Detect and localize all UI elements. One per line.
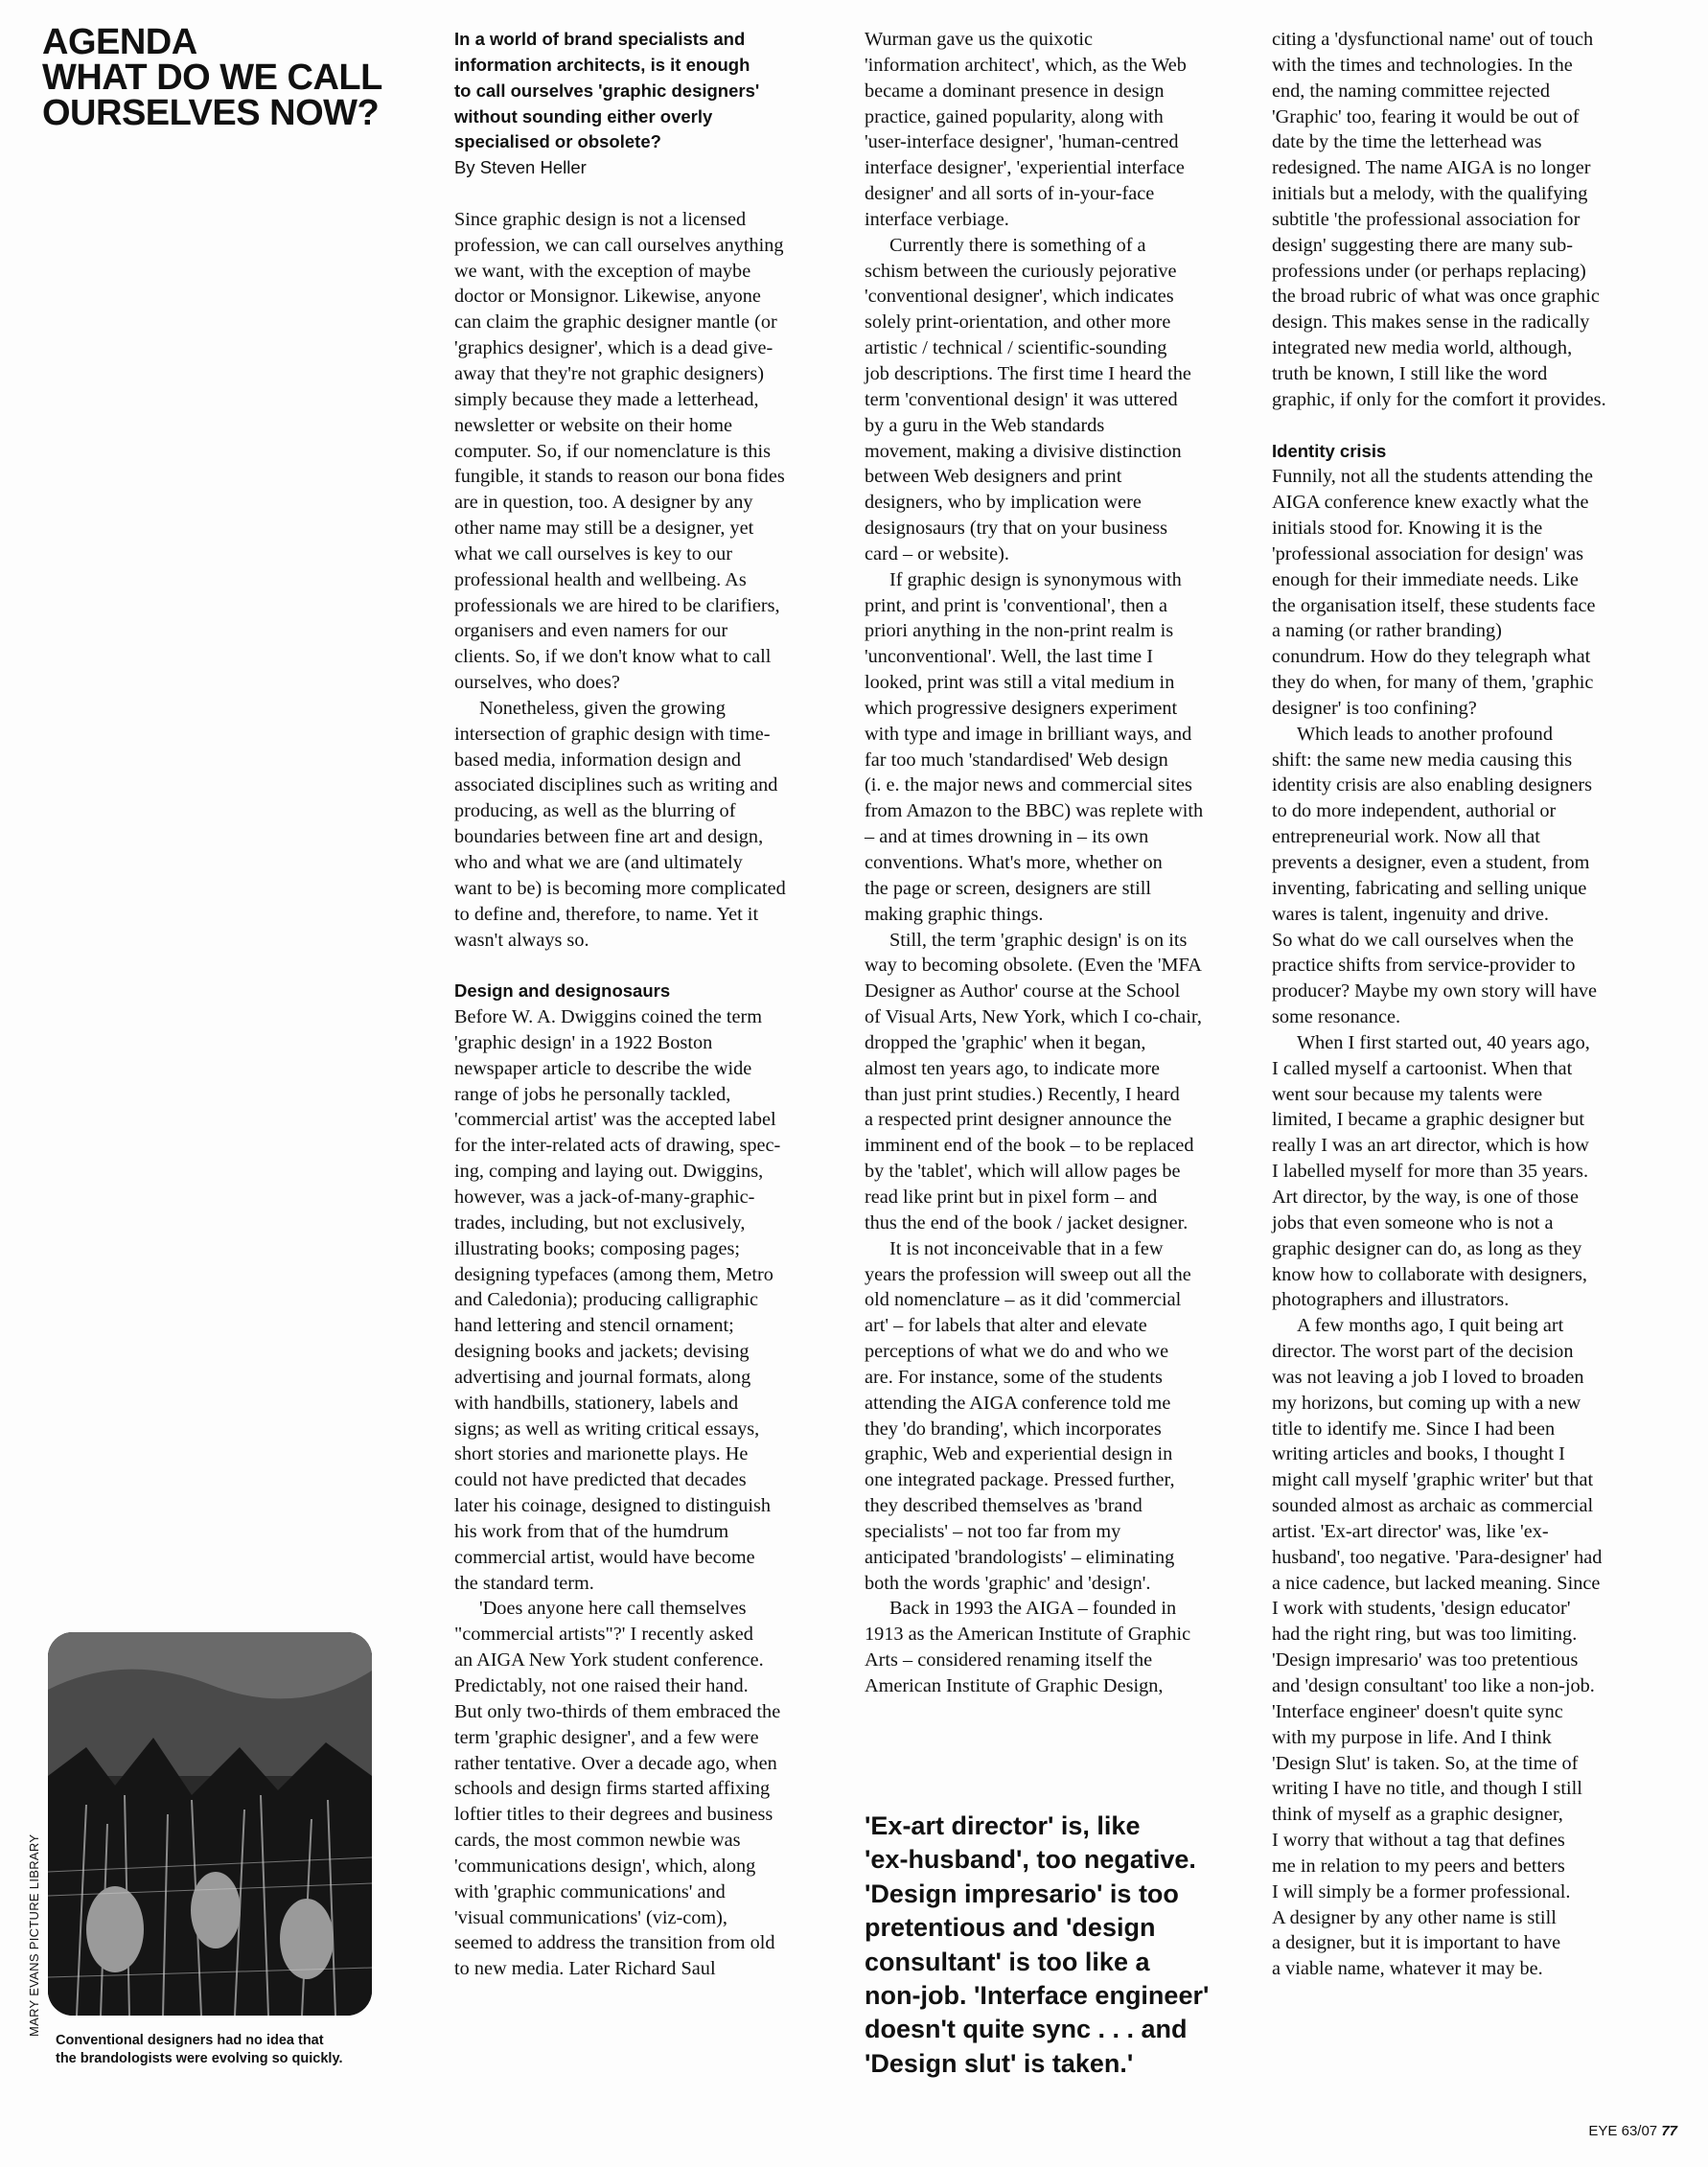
body-text-line: way to becoming obsolete. (Even the 'MFA: [865, 955, 1202, 977]
body-text-line: [454, 181, 847, 207]
body-text-line: redesigned. The name AIGA is no longer: [1272, 157, 1591, 179]
body-text-line: for the inter-related acts of drawing, spec-: [454, 1135, 781, 1157]
body-text-line: read like print but in pixel form – and: [865, 1186, 1158, 1208]
body-text-line: to do more independent, authorial or: [1272, 800, 1557, 822]
body-text-line: advertising and journal formats, along: [454, 1366, 751, 1388]
body-text-line: prevents a designer, even a student, from: [1272, 852, 1590, 873]
body-text-line: what we call ourselves is key to our: [454, 542, 733, 565]
standfirst-line: to call ourselves 'graphic designers': [454, 80, 760, 101]
body-text-line: 'graphic design' in a 1922 Boston: [454, 1031, 713, 1053]
body-text-line: 'Design impresario' was too pretentious: [1272, 1649, 1579, 1671]
body-text-line: Which leads to another profound: [1297, 723, 1553, 745]
body-text-line: Since graphic design is not a licensed: [454, 208, 747, 230]
body-text-line: might call myself 'graphic writer' but that: [1272, 1469, 1594, 1491]
body-text-line: they 'do branding', which incorporates: [865, 1418, 1162, 1440]
body-text-line: imminent end of the book – to be replaced: [865, 1135, 1194, 1157]
body-text-line: Funnily, not all the students attending the: [1272, 466, 1593, 488]
body-text-line: signs; as well as writing critical essays,: [454, 1418, 760, 1440]
body-text-line: I called myself a cartoonist. When that: [1272, 1057, 1573, 1079]
body-text-line: graphic, if only for the comfort it provides.: [1272, 388, 1606, 410]
body-text-line: between Web designers and print: [865, 466, 1122, 488]
body-text-line: however, was a jack-of-many-graphic-: [454, 1186, 755, 1208]
body-text-line: design. This makes sense in the radically: [1272, 311, 1590, 334]
body-text-line: they do when, for many of them, 'graphic: [1272, 672, 1594, 694]
body-text-line: simply because they made a letterhead,: [454, 388, 759, 410]
pull-quote-line: 'Design slut' is taken.': [865, 2048, 1134, 2078]
body-text-line: So what do we call ourselves when the: [1272, 929, 1574, 951]
body-text-line: writing I have no title, and though I still: [1272, 1778, 1582, 1800]
body-text-line: term 'conventional design' it was uttered: [865, 388, 1178, 410]
text-column-1: [454, 27, 847, 1982]
body-text-line: thus the end of the book / jacket designer.: [865, 1211, 1189, 1233]
body-text-line: seemed to address the transition from old: [454, 1932, 775, 1954]
body-text-line: became a dominant presence in design: [865, 80, 1165, 102]
body-text-line: inventing, fabricating and selling unique: [1272, 877, 1587, 899]
body-text-line: anticipated 'brandologists' – eliminating: [865, 1546, 1175, 1568]
body-text-line: artistic / technical / scientific-sounding: [865, 337, 1167, 359]
illustration-photo: [48, 1632, 372, 2016]
body-text-line: my horizons, but coming up with a new: [1272, 1392, 1581, 1414]
photo-credit: MARY EVANS PICTURE LIBRARY: [27, 1833, 41, 2037]
body-text-line: conundrum. How do they telegraph what: [1272, 646, 1591, 668]
body-text-line: with the times and technologies. In the: [1272, 54, 1573, 76]
body-text-line: they described themselves as 'brand: [865, 1495, 1143, 1517]
body-text-line: based media, information design and: [454, 749, 742, 771]
body-text-line: – and at times drowning in – its own: [865, 826, 1149, 848]
standfirst-line: specialised or obsolete?: [454, 131, 661, 152]
body-text-line: Arts – considered renaming itself the: [865, 1649, 1153, 1671]
body-text-line: Still, the term 'graphic design' is on its: [889, 929, 1188, 951]
body-text-line: both the words 'graphic' and 'design'.: [865, 1572, 1151, 1594]
body-text-line: went sour because my talents were: [1272, 1083, 1543, 1105]
body-text-line: perceptions of what we do and who we: [865, 1341, 1169, 1363]
body-text-line: which progressive designers experiment: [865, 697, 1178, 719]
body-text-line: wasn't always so.: [454, 929, 589, 951]
body-text-line: making graphic things.: [865, 903, 1044, 925]
body-text-line: Wurman gave us the quixotic: [865, 29, 1093, 50]
body-text-line: practice, gained popularity, along with: [865, 105, 1164, 127]
body-text-line: fungible, it stands to reason our bona fides: [454, 466, 785, 488]
standfirst-line: without sounding either overly: [454, 105, 713, 127]
body-text-line: illustrating books; composing pages;: [454, 1237, 740, 1259]
body-text-line: shift: the same new media causing this: [1272, 749, 1573, 771]
caption-line: the brandologists were evolving so quickly.: [56, 2051, 343, 2066]
body-text-line: 1913 as the American Institute of Graphic: [865, 1624, 1191, 1646]
body-text-line: Designer as Author' course at the School: [865, 980, 1181, 1003]
body-text-line: interface designer', 'experiential interface: [865, 157, 1185, 179]
body-text-line: cards, the most common newbie was: [454, 1830, 741, 1852]
body-text-line: 'commercial artist' was the accepted label: [454, 1109, 776, 1131]
headline-line: AGENDA: [42, 22, 197, 62]
text-column-2: [865, 27, 1258, 1699]
body-text-line: I will simply be a former professional.: [1272, 1880, 1571, 1902]
body-text-line: 'user-interface designer', 'human-centred: [865, 131, 1179, 153]
body-text-line: me in relation to my peers and betters: [1272, 1855, 1565, 1877]
body-text-line: producer? Maybe my own story will have: [1272, 980, 1598, 1003]
body-text-line: doctor or Monsignor. Likewise, anyone: [454, 286, 761, 308]
body-text-line: associated disciplines such as writing and: [454, 774, 778, 796]
body-text-line: card – or website).: [865, 542, 1009, 565]
body-text-line: But only two-thirds of them embraced the: [454, 1700, 781, 1722]
body-text-line: an AIGA New York student conference.: [454, 1649, 764, 1671]
body-text-line: It is not inconceivable that in a few: [889, 1237, 1164, 1259]
body-text-line: of Visual Arts, New York, which I co-chair,: [865, 1006, 1202, 1028]
body-text-line: date by the time the letterhead was: [1272, 131, 1542, 153]
body-text-line: (i. e. the major news and commercial sites: [865, 774, 1192, 796]
body-text-line: other name may still be a designer, yet: [454, 518, 754, 540]
body-text-line: solely print-orientation, and other more: [865, 311, 1171, 334]
body-text-line: the broad rubric of what was once graphic: [1272, 286, 1600, 308]
body-text-line: 'visual communications' (viz-com),: [454, 1906, 727, 1928]
body-text-line: boundaries between fine art and design,: [454, 826, 764, 848]
body-text-line: designing typefaces (among them, Metro: [454, 1263, 773, 1285]
body-text-line: range of jobs he personally tackled,: [454, 1083, 731, 1105]
pull-quote-line: consultant' is too like a: [865, 1947, 1150, 1976]
pull-quote-line: 'Ex-art director' is, like: [865, 1811, 1141, 1840]
body-text-line: newsletter or website on their home: [454, 414, 733, 436]
body-text-line: 'graphics designer', which is a dead give-: [454, 337, 773, 359]
body-text-line: subtitle 'the professional association for: [1272, 208, 1581, 230]
body-text-line: to new media. Later Richard Saul: [454, 1958, 716, 1980]
body-text-line: commercial artist, would have become: [454, 1546, 755, 1568]
body-text-line: ourselves, who does?: [454, 672, 620, 694]
body-text-line: from Amazon to the BBC) was replete with: [865, 800, 1204, 822]
body-text-line: integrated new media world, although,: [1272, 337, 1573, 359]
body-text-line: far too much 'standardised' Web design: [865, 749, 1168, 771]
body-text-line: conventions. What's more, whether on: [865, 852, 1163, 873]
body-text-line: later his coinage, designed to distinguish: [454, 1495, 772, 1517]
body-text-line: wares is talent, ingenuity and drive.: [1272, 903, 1549, 925]
body-text-line: designer' and all sorts of in-your-face: [865, 183, 1155, 205]
body-text-line: a designer, but it is important to have: [1272, 1932, 1561, 1954]
body-text-line: could not have predicted that decades: [454, 1469, 747, 1491]
standfirst-line: In a world of brand specialists and: [454, 29, 746, 49]
body-text-line: When I first started out, 40 years ago,: [1297, 1031, 1590, 1053]
article-headline: [42, 22, 426, 133]
body-text-line: rather tentative. Over a decade ago, when: [454, 1752, 777, 1774]
body-text-line: and 'design consultant' too like a non-job.: [1272, 1675, 1595, 1696]
body-text-line: title to identify me. Since I had been: [1272, 1418, 1556, 1440]
body-text-line: dropped the 'graphic' when it began,: [865, 1031, 1146, 1053]
body-text-line: "commercial artists"?' I recently asked: [454, 1624, 753, 1646]
body-text-line: identity crisis are also enabling designers: [1272, 774, 1592, 796]
body-text-line: old nomenclature – as it did 'commercial: [865, 1289, 1182, 1311]
body-text-line: with my purpose in life. And I think: [1272, 1726, 1552, 1748]
body-text-line: years the profession will sweep out all the: [865, 1263, 1191, 1285]
body-text-line: intersection of graphic design with time-: [454, 723, 771, 745]
byline: By Steven Heller: [454, 157, 587, 178]
body-text-line: really I was an art director, which is how: [1272, 1135, 1589, 1157]
body-text-line: short stories and marionette plays. He: [454, 1443, 749, 1465]
body-text-line: profession, we can call ourselves anything: [454, 234, 784, 256]
body-text-line: truth be known, I still like the word: [1272, 362, 1548, 384]
body-text-line: 'communications design', which, along: [454, 1855, 756, 1877]
body-text-line: specialists' – not too far from my: [865, 1520, 1121, 1542]
body-text-line: 'professional association for design' was: [1272, 542, 1583, 565]
body-text-line: Before W. A. Dwiggins coined the term: [454, 1006, 763, 1028]
body-text-line: initials but a melody, with the qualifying: [1272, 183, 1588, 205]
body-text-line: think of myself as a graphic designer,: [1272, 1804, 1563, 1826]
body-text-line: hand lettering and stencil ornament;: [454, 1315, 734, 1337]
body-text-line: husband', too negative. 'Para-designer' had: [1272, 1546, 1603, 1568]
body-text-line: [1272, 413, 1674, 439]
body-text-line: Back in 1993 the AIGA – founded in: [889, 1598, 1177, 1620]
body-text-line: the standard term.: [454, 1572, 594, 1594]
body-text-line: designer' is too confining?: [1272, 697, 1477, 719]
body-text-line: interface verbiage.: [865, 208, 1009, 230]
section-heading: Identity crisis: [1272, 440, 1387, 461]
section-heading: Design and designosaurs: [454, 980, 671, 1002]
body-text-line: 'Does anyone here call themselves: [479, 1598, 747, 1620]
body-text-line: and Caledonia); producing calligraphic: [454, 1289, 759, 1311]
body-text-line: away that they're not graphic designers): [454, 362, 764, 384]
body-text-line: A few months ago, I quit being art: [1297, 1315, 1564, 1337]
body-text-line: computer. So, if our nomenclature is this: [454, 440, 772, 462]
body-text-line: 'Design Slut' is taken. So, at the time of: [1272, 1752, 1579, 1774]
body-text-line: a naming (or rather branding): [1272, 620, 1502, 642]
body-text-line: If graphic design is synonymous with: [889, 568, 1182, 590]
pull-quote-line: 'ex-husband', too negative.: [865, 1845, 1196, 1875]
body-text-line: clients. So, if we don't know what to call: [454, 646, 772, 668]
body-text-line: job descriptions. The first time I heard the: [865, 362, 1191, 384]
body-text-line: designers, who by implication were: [865, 492, 1142, 514]
body-text-line: enough for their immediate needs. Like: [1272, 568, 1579, 590]
page-folio: [1588, 2123, 1677, 2139]
body-text-line: I work with students, 'design educator': [1272, 1598, 1571, 1620]
body-text-line: with handbills, stationery, labels and: [454, 1392, 739, 1414]
pull-quote-line: non-job. 'Interface engineer': [865, 1981, 1210, 2011]
body-text-line: a viable name, whatever it may be.: [1272, 1958, 1543, 1980]
body-text-line: writing articles and books, I thought I: [1272, 1443, 1565, 1465]
body-text-line: the page or screen, designers are still: [865, 877, 1152, 899]
body-text-line: producing, as well as the blurring of: [454, 800, 736, 822]
photo-caption: [56, 2032, 401, 2068]
standfirst-line: information architects, is it enough: [454, 54, 750, 75]
body-text-line: by a guru in the Web standards: [865, 414, 1105, 436]
body-text-line: was not leaving a job I loved to broaden: [1272, 1366, 1584, 1388]
body-text-line: want to be) is becoming more complicated: [454, 877, 786, 899]
body-text-line: ing, comping and laying out. Dwiggins,: [454, 1161, 764, 1183]
folio-page-number: 77: [1661, 2123, 1677, 2139]
body-text-line: 'Graphic' too, fearing it would be out of: [1272, 105, 1580, 127]
body-text-line: AIGA conference knew exactly what the: [1272, 492, 1589, 514]
body-text-line: art' – for labels that alter and elevate: [865, 1315, 1147, 1337]
body-text-line: with 'graphic communications' and: [454, 1880, 726, 1902]
body-text-line: graphic designer can do, as long as they: [1272, 1237, 1582, 1259]
body-text-line: end, the naming committee rejected: [1272, 80, 1551, 102]
body-text-line: professions under (or perhaps replacing): [1272, 260, 1586, 282]
body-text-line: his work from that of the humdrum: [454, 1520, 729, 1542]
body-text-line: with type and image in brilliant ways, and: [865, 723, 1192, 745]
body-text-line: professionals we are hired to be clarifiers,: [454, 594, 780, 616]
body-text-line: I worry that without a tag that defines: [1272, 1830, 1565, 1852]
body-text-line: trades, including, but not exclusively,: [454, 1211, 746, 1233]
body-text-line: print, and print is 'conventional', then a: [865, 594, 1167, 616]
body-text-line: than just print studies.) Recently, I heard: [865, 1083, 1180, 1105]
pull-quote-line: pretentious and 'design: [865, 1913, 1156, 1943]
text-column-3: [1272, 27, 1674, 1982]
body-text-line: initials stood for. Knowing it is the: [1272, 518, 1543, 540]
headline-line: WHAT DO WE CALL: [42, 58, 382, 98]
body-text-line: a respected print designer announce the: [865, 1109, 1172, 1131]
body-text-line: American Institute of Graphic Design,: [865, 1675, 1164, 1696]
pull-quote: [865, 1810, 1267, 2081]
body-text-line: 'unconventional'. Well, the last time I: [865, 646, 1153, 668]
caption-line: Conventional designers had no idea that: [56, 2033, 324, 2048]
body-text-line: designosaurs (try that on your business: [865, 518, 1168, 540]
body-text-line: priori anything in the non-print realm is: [865, 620, 1174, 642]
headline-line: OURSELVES NOW?: [42, 93, 380, 133]
body-text-line: Art director, by the way, is one of those: [1272, 1186, 1580, 1208]
body-text-line: graphic, Web and experiential design in: [865, 1443, 1173, 1465]
body-text-line: jobs that even someone who is not a: [1272, 1211, 1554, 1233]
body-text-line: sounded almost as archaic as commercial: [1272, 1495, 1594, 1517]
body-text-line: term 'graphic designer', and a few were: [454, 1726, 759, 1748]
body-text-line: citing a 'dysfunctional name' out of touch: [1272, 29, 1594, 50]
body-text-line: to define and, therefore, to name. Yet it: [454, 903, 759, 925]
body-text-line: had the right ring, but was too limiting.: [1272, 1624, 1578, 1646]
body-text-line: one integrated package. Pressed further,: [865, 1469, 1175, 1491]
body-text-line: Predictably, not one raised their hand.: [454, 1675, 749, 1696]
body-text-line: 'information architect', which, as the Web: [865, 54, 1187, 76]
body-text-line: we want, with the exception of maybe: [454, 260, 751, 282]
body-text-line: movement, making a divisive distinction: [865, 440, 1182, 462]
body-text-line: entrepreneurial work. Now all that: [1272, 826, 1540, 848]
body-text-line: know how to collaborate with designers,: [1272, 1263, 1587, 1285]
body-text-line: Nonetheless, given the growing: [479, 697, 726, 719]
body-text-line: limited, I became a graphic designer but: [1272, 1109, 1585, 1131]
body-text-line: [454, 953, 847, 979]
pull-quote-line: doesn't quite sync . . . and: [865, 2015, 1188, 2044]
body-text-line: can claim the graphic designer mantle (or: [454, 311, 777, 334]
body-text-line: 'Interface engineer' doesn't quite sync: [1272, 1700, 1563, 1722]
body-text-line: are. For instance, some of the students: [865, 1366, 1163, 1388]
body-text-line: almost ten years ago, to indicate more: [865, 1057, 1161, 1079]
pull-quote-line: 'Design impresario' is too: [865, 1879, 1179, 1908]
body-text-line: director. The worst part of the decision: [1272, 1341, 1574, 1363]
folio-issue: EYE 63/07: [1588, 2123, 1658, 2139]
body-text-line: who and what we are (and ultimately: [454, 852, 743, 873]
body-text-line: I labelled myself for more than 35 years.: [1272, 1161, 1589, 1183]
body-text-line: looked, print was still a vital medium in: [865, 672, 1175, 694]
body-text-line: Currently there is something of a: [889, 234, 1146, 256]
body-text-line: professional health and wellbeing. As: [454, 568, 747, 590]
body-text-line: 'conventional designer', which indicates: [865, 286, 1174, 308]
body-text-line: attending the AIGA conference told me: [865, 1392, 1171, 1414]
body-text-line: are in question, too. A designer by any: [454, 492, 753, 514]
body-text-line: A designer by any other name is still: [1272, 1906, 1557, 1928]
body-text-line: photographers and illustrators.: [1272, 1289, 1510, 1311]
body-text-line: the organisation itself, these students face: [1272, 594, 1596, 616]
body-text-line: a nice cadence, but lacked meaning. Since: [1272, 1572, 1601, 1594]
body-text-line: design' suggesting there are many sub-: [1272, 234, 1573, 256]
body-text-line: loftier titles to their degrees and business: [454, 1804, 773, 1826]
body-text-line: organisers and even namers for our: [454, 620, 728, 642]
body-text-line: artist. 'Ex-art director' was, like 'ex-: [1272, 1520, 1549, 1542]
body-text-line: newspaper article to describe the wide: [454, 1057, 752, 1079]
body-text-line: schools and design firms started affixing: [454, 1778, 771, 1800]
body-text-line: designing books and jackets; devising: [454, 1341, 750, 1363]
body-text-line: practice shifts from service-provider to: [1272, 955, 1576, 977]
body-text-line: some resonance.: [1272, 1006, 1401, 1028]
body-text-line: by the 'tablet', which will allow pages be: [865, 1161, 1181, 1183]
body-text-line: schism between the curiously pejorative: [865, 260, 1177, 282]
